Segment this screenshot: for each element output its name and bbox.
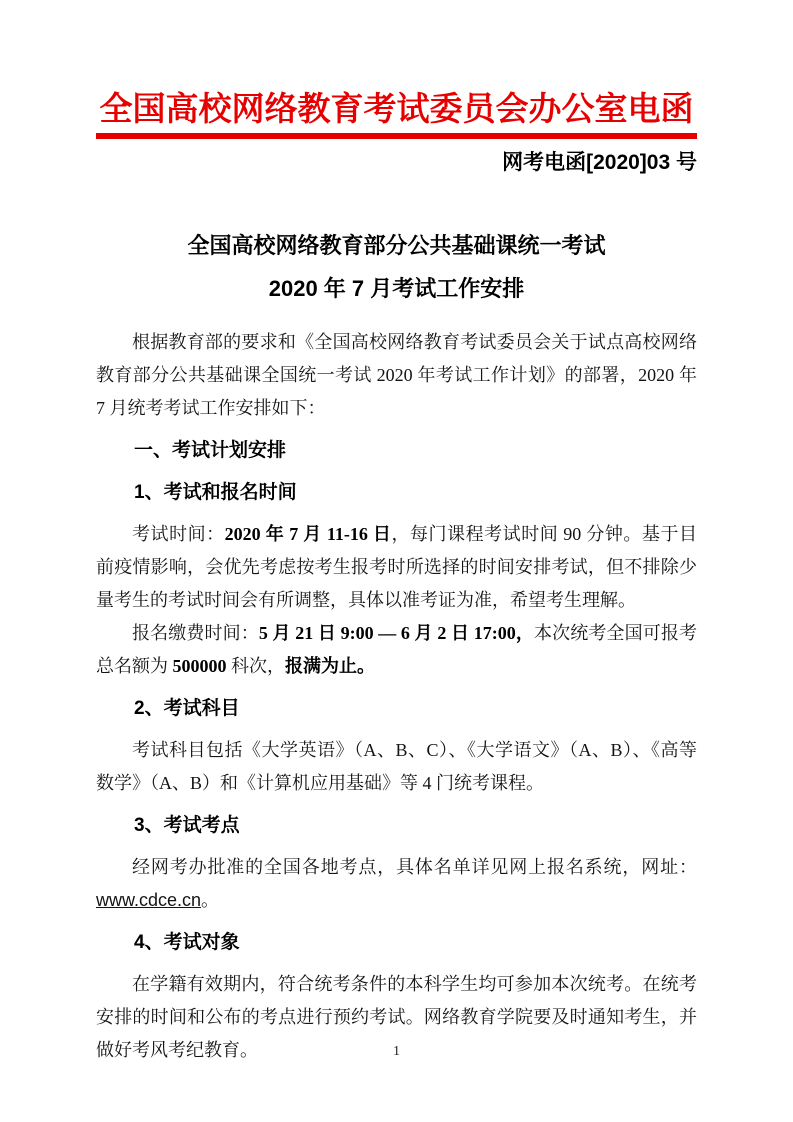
doc-number: 网考电函[2020]03 号 xyxy=(502,151,697,174)
text-run: ，每门课程考试时间 90 分钟。基于目前疫情影响，会优先考虑按考生报考时所选择的时间安排考试，但不排除少量考生的考试时间会有所调整，具体以准考证为准，希望考生理解。 xyxy=(96,524,697,610)
bold-run-until-full: 报满为止。 xyxy=(285,656,375,676)
bold-run-quota: 500000 xyxy=(172,656,227,676)
heading-1-exam-and-registration-time: 1、考试和报名时间 xyxy=(134,482,297,503)
text-run: 。 xyxy=(201,890,220,910)
document-title-line2: 2020 年 7 月考试工作安排 xyxy=(268,276,525,301)
paragraph-registration xyxy=(96,617,697,683)
text-run: 本次统考全国可报考总名额为 xyxy=(96,623,698,676)
text-run: 科次， xyxy=(226,656,285,676)
bold-run-registration-dates: 5 月 21 日 9:00 — 6 月 2 日 17:00， xyxy=(258,623,534,643)
text-run: 经网考办批准的全国各地考点，具体名单详见网上报名系统，网址： xyxy=(132,857,697,877)
page-number: 1 xyxy=(393,1044,400,1059)
paragraph-candidates: 在学籍有效期内，符合统考条件的本科学生均可参加本次统考。在统考安排的时间和公布的考点进行预约考试。网络教育学院要及时通知考生，并做好考风考纪教育。 xyxy=(96,974,697,1060)
document-title-line1: 全国高校网络教育部分公共基础课统一考试 xyxy=(187,233,606,258)
paragraph-sites xyxy=(96,851,697,917)
heading-3-exam-sites: 3、考试考点 xyxy=(134,815,240,836)
paragraph-intro: 根据教育部的要求和《全国高校网络教育考试委员会关于试点高校网络教育部分公共基础课全国统一考试 2020 年考试工作计划》的部署，2020 年 7 月统考考试工作安排如下： xyxy=(96,332,697,418)
bold-run-exam-dates: 2020 年 7 月 11-16 日 xyxy=(224,524,392,544)
letterhead-divider xyxy=(96,133,697,139)
text-run: 报名缴费时间： xyxy=(132,623,259,643)
letterhead xyxy=(96,86,697,175)
paragraph-exam-time xyxy=(96,518,697,617)
text-run: 考试时间： xyxy=(132,524,225,544)
document-title xyxy=(96,224,697,310)
heading-section-1: 一、考试计划安排 xyxy=(134,440,287,461)
paragraph-subjects: 考试科目包括《大学英语》（A、B、C）、《大学语文》（A、B）、《高等数学》（A、B）和《计算机应用基础》等 4 门统考课程。 xyxy=(96,740,697,793)
registration-website-link[interactable]: www.cdce.cn xyxy=(96,890,202,910)
heading-2-exam-subjects: 2、考试科目 xyxy=(134,698,240,719)
heading-4-exam-candidates: 4、考试对象 xyxy=(134,932,240,953)
letterhead-title: 全国高校网络教育考试委员会办公室电函 xyxy=(99,90,694,127)
